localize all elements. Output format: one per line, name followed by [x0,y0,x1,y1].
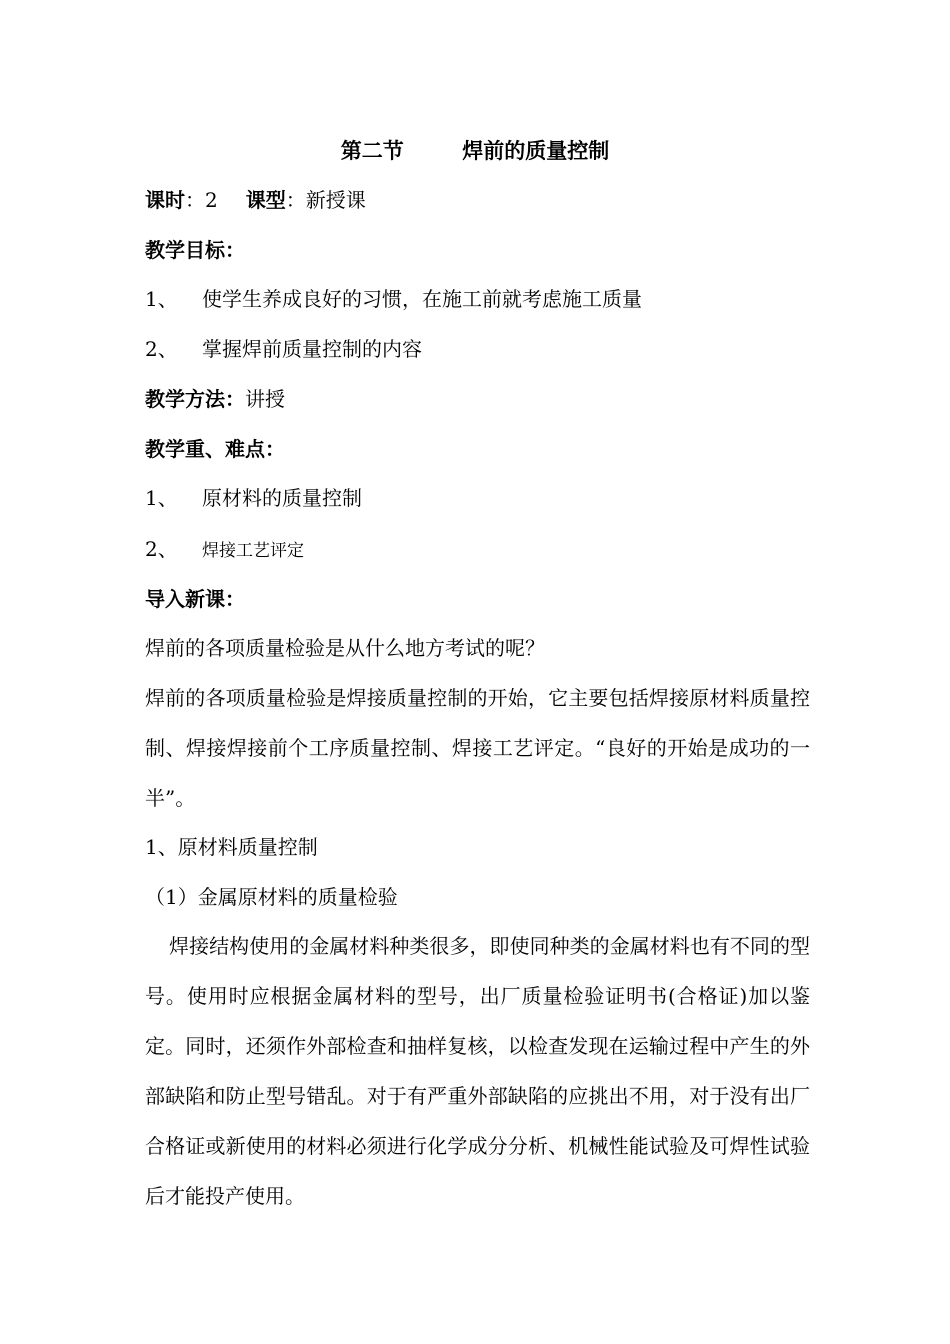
type-label: 课型 [245,188,286,212]
section-topic: 焊前的质量控制 [462,138,610,163]
section1-paragraph: 焊接结构使用的金属材料种类很多，即使同种类的金属材料也有不同的型号。使用时应根据金属材料的型号，出厂质量检验证明书(合格证)加以鉴定。同时，还须作外部检查和抽样复核，以检查发现在运输过程中产生的外部缺陷和防止型号错乱。对于有严重外部缺陷的应挑出不用，对于没有出厂合格证或新使用的材料必须进行化学成分分析、机械性能试验及可焊性试验后才能投产使用。 [145,934,810,1208]
type-value: ：新授课 [285,188,366,212]
intro-question: 焊前的各项质量检验是从什么地方考试的呢？ [145,636,545,660]
objective-number: 1、 [145,287,178,311]
keypoint-text: 焊接工艺评定 [202,541,304,561]
keypoints-heading: 教学重、难点： [145,437,285,461]
intro-paragraph: 焊前的各项质量检验是焊接质量控制的开始，它主要包括焊接原材料质量控制、焊接焊接前个工序质量控制、焊接工艺评定。“良好的开始是成功的一半”。 [145,686,810,810]
hours-label: 课时 [145,188,185,212]
section1-heading: 1、原材料质量控制 [145,835,318,859]
page-title [0,138,950,164]
method-label: 教学方法： [145,387,245,411]
section1-subheading: （1）金属原材料的质量检验 [145,885,398,909]
intro-heading: 导入新课： [145,587,245,611]
keypoint-item [145,485,810,511]
objective-item [145,286,810,312]
teaching-method [145,386,810,412]
hours-value: ：2 [185,188,218,212]
method-value: 讲授 [245,387,285,411]
keypoint-text: 原材料的质量控制 [202,486,362,510]
objective-number: 2、 [145,337,178,361]
objectives-heading: 教学目标： [145,238,245,262]
lesson-meta [145,187,810,213]
objective-item [145,336,810,362]
objective-text: 使学生养成良好的习惯，在施工前就考虑施工质量 [202,287,642,311]
keypoint-number: 1、 [145,486,178,510]
keypoint-item [145,536,810,564]
section-number: 第二节 [340,138,404,163]
objective-text: 掌握焊前质量控制的内容 [202,337,422,361]
keypoint-number: 2、 [145,537,178,561]
